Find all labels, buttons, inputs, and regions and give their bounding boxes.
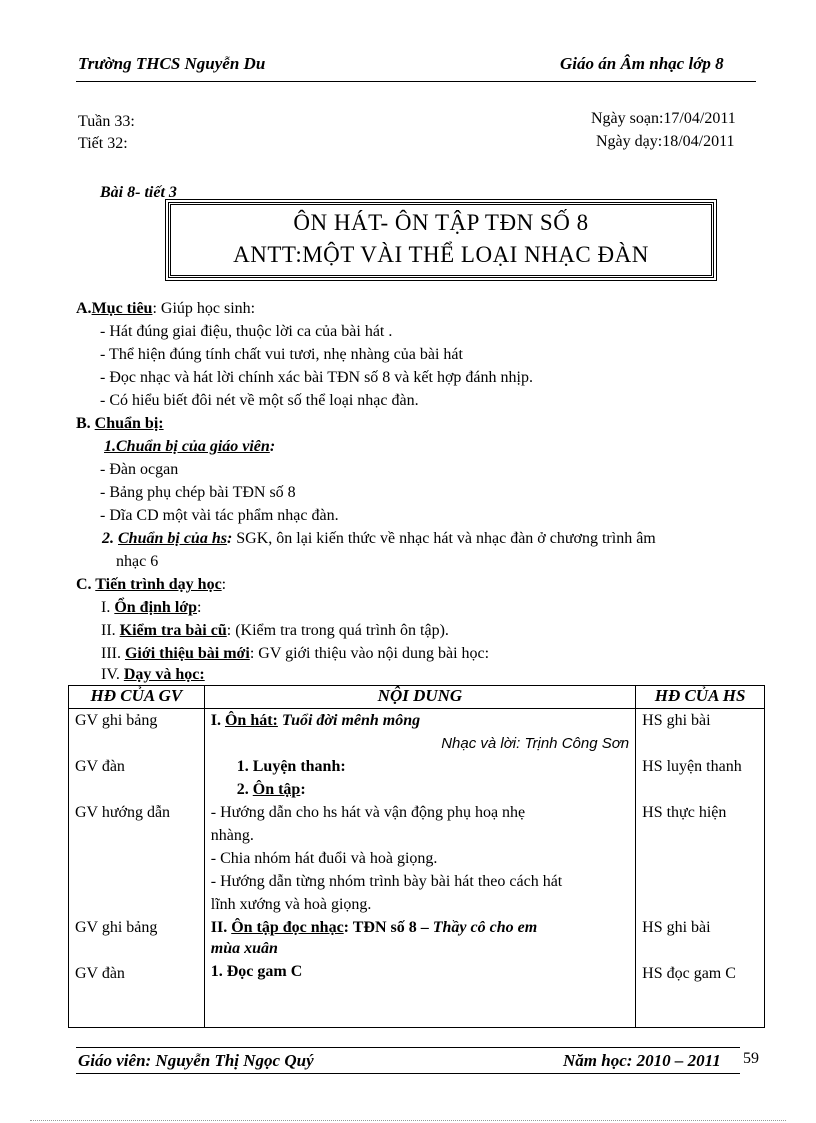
col-header-teacher: HĐ CỦA GV: [69, 686, 205, 709]
hs-4: HS ghi bài: [642, 919, 711, 936]
gv-1: GV ghi bảng: [75, 712, 158, 729]
period: Tiết 32:: [78, 135, 128, 152]
step-1: I. Ổn định lớp:: [101, 599, 202, 616]
section-a-heading: A.Mục tiêu: Giúp học sinh:: [76, 300, 256, 317]
step-2: II. Kiểm tra bài cũ: (Kiểm tra trong quá trình ôn tập).: [101, 622, 449, 639]
teacher-prep-item-3: - Dĩa CD một vài tác phẩm nhạc đàn.: [100, 507, 339, 524]
content-author: Nhạc và lời: Trịnh Công Sơn: [441, 735, 630, 752]
hs-3: HS thực hiện: [642, 804, 727, 821]
content-bullet-1: - Hướng dẫn cho hs hát và vận động phụ hoạ nhẹ: [210, 804, 526, 821]
page-number: 59: [743, 1050, 759, 1067]
prep-date: Ngày soạn:17/04/2011: [591, 110, 736, 127]
content-bullet-2: - Chia nhóm hát đuổi và hoà giọng.: [210, 850, 438, 867]
header-rule: [76, 81, 756, 82]
objective-4: - Có hiểu biết đôi nét về một số thể loại nhạc đàn.: [100, 392, 419, 409]
content-item-2: 2. Ôn tập:: [236, 781, 306, 798]
step-4: IV. Dạy và học:: [101, 666, 205, 683]
hs-1: HS ghi bài: [642, 712, 711, 729]
content-bullet-3: - Hướng dẫn từng nhóm trình bày bài hát theo cách hát: [210, 873, 563, 890]
gv-3: GV hướng dẫn: [75, 804, 171, 821]
content-s3: 1. Đọc gam C: [210, 963, 303, 980]
footer-year: Năm học: 2010 – 2011: [563, 1051, 721, 1070]
hs-5: HS đọc gam C: [642, 965, 736, 982]
teach-date: Ngày dạy:18/04/2011: [596, 133, 735, 150]
gv-4: GV ghi bảng: [75, 919, 158, 936]
section-b-heading: B. Chuẩn bị:: [76, 415, 164, 432]
content-s2-cont: mùa xuân: [210, 940, 278, 957]
hs-2: HS luyện thanh: [642, 758, 742, 775]
content-bullet-1b: nhàng.: [210, 827, 254, 844]
content-item-1: 1. Luyện thanh:: [236, 758, 346, 775]
col-header-student: HĐ CỦA HS: [636, 686, 765, 709]
footer-rule: [76, 1047, 740, 1048]
page-edge: [30, 1120, 786, 1121]
teacher-prep-heading: 1.Chuẩn bị của giáo viên:: [104, 438, 276, 455]
lesson-label: Bài 8- tiết 3: [100, 184, 177, 201]
footer-rule-bottom: [76, 1073, 740, 1074]
student-prep: 2. Chuẩn bị của hs: SGK, ôn lại kiến thức về nhạc hát và nhạc đàn ở chương trình âm: [102, 530, 656, 547]
gv-2: GV đàn: [75, 758, 125, 775]
title-box: [168, 202, 714, 278]
teacher-prep-item-2: - Bảng phụ chép bài TĐN số 8: [100, 484, 296, 501]
content-s2: II. Ôn tập đọc nhạc: TĐN số 8 – Thầy cô cho em: [210, 919, 538, 936]
teacher-prep-item-1: - Đàn ocgan: [100, 461, 179, 478]
gv-5: GV đàn: [75, 965, 125, 982]
objective-2: - Thể hiện đúng tính chất vui tươi, nhẹ nhàng của bài hát: [100, 346, 463, 363]
title-line-2: ANTT:MỘT VÀI THỂ LOẠI NHẠC ĐÀN: [233, 242, 649, 267]
header-subject: Giáo án Âm nhạc lớp 8: [560, 54, 724, 73]
section-c-heading: C. Tiến trình dạy học:: [76, 576, 227, 593]
step-3: III. Giới thiệu bài mới: GV giới thiệu vào nội dung bài học:: [101, 645, 490, 662]
student-prep-cont: nhạc 6: [116, 553, 159, 570]
col-header-content: NỘI DUNG: [204, 686, 635, 709]
objective-3: - Đọc nhạc và hát lời chính xác bài TĐN số 8 và kết hợp đánh nhịp.: [100, 369, 533, 386]
student-activities: [636, 709, 765, 1028]
week: Tuần 33:: [78, 113, 135, 130]
content-bullet-3b: lĩnh xướng và hoà giọng.: [210, 896, 372, 913]
content-s1: I. Ôn hát: Tuổi đời mênh mông: [210, 712, 421, 729]
title-line-1: ÔN HÁT- ÔN TẬP TĐN SỐ 8: [293, 210, 589, 235]
content-column: [204, 709, 635, 1028]
lesson-table: [68, 685, 765, 1028]
objective-1: - Hát đúng giai điệu, thuộc lời ca của bài hát .: [100, 323, 393, 340]
footer-teacher: Giáo viên: Nguyễn Thị Ngọc Quý: [78, 1051, 314, 1070]
teacher-activities: [69, 709, 205, 1028]
header-school: Trường THCS Nguyễn Du: [78, 54, 266, 73]
